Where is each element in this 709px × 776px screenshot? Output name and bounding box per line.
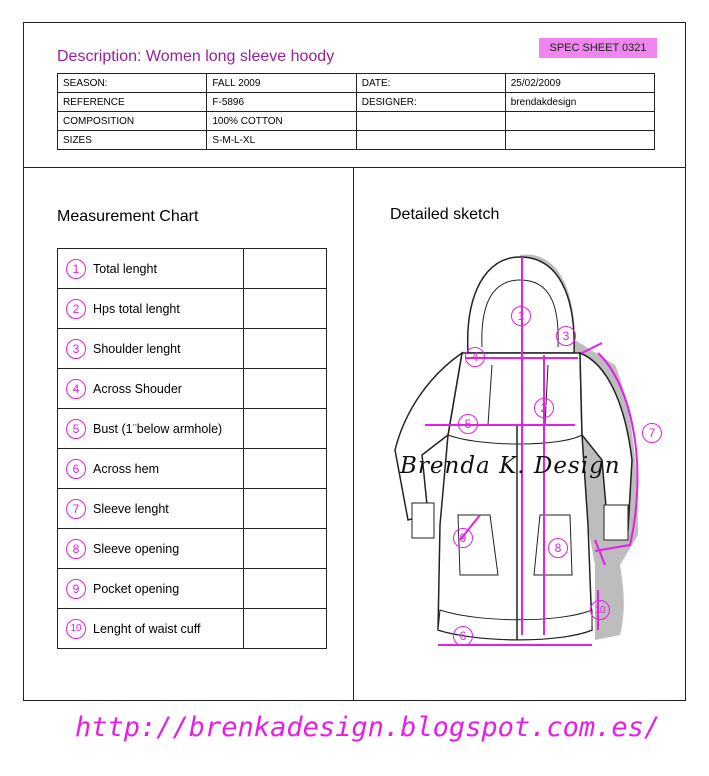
info-row (58, 74, 655, 93)
measurement-label-cell (58, 489, 244, 529)
number-marker: 6 (66, 459, 86, 479)
measurement-row (58, 569, 327, 609)
measurement-label: Across hem (93, 461, 159, 476)
info-cell: SIZES (58, 131, 207, 150)
info-cell: F-5896 (207, 93, 356, 112)
measurement-table (57, 248, 327, 649)
info-cell: REFERENCE (58, 93, 207, 112)
info-cell (505, 112, 654, 131)
number-marker: 8 (66, 539, 86, 559)
info-cell: brendakdesign (505, 93, 654, 112)
measurement-row (58, 369, 327, 409)
measurement-row (58, 449, 327, 489)
number-marker: 4 (66, 379, 86, 399)
right-cuff (604, 505, 628, 540)
measurement-label: Sleeve opening (93, 541, 180, 556)
sketch-marker-6: 6 (453, 626, 473, 646)
number-marker: 9 (66, 579, 86, 599)
measurement-row (58, 329, 327, 369)
measurement-value-cell[interactable] (243, 329, 326, 369)
measurement-label: Shoulder lenght (93, 341, 181, 356)
info-cell: DATE: (356, 74, 505, 93)
measurement-label: Across Shouder (93, 381, 182, 396)
info-cell: 100% COTTON (207, 112, 356, 131)
number-marker: 10 (66, 619, 86, 639)
sketch-marker-4: 4 (465, 347, 485, 367)
measurement-label: Hps total lenght (93, 301, 180, 316)
info-cell: S-M-L-XL (207, 131, 356, 150)
info-cell (356, 112, 505, 131)
info-cell: COMPOSITION (58, 112, 207, 131)
info-row (58, 112, 655, 131)
info-cell: SEASON: (58, 74, 207, 93)
measurement-label-cell (58, 529, 244, 569)
sketch-marker-1: 1 (511, 306, 531, 326)
measurement-row (58, 529, 327, 569)
measurement-label-cell (58, 249, 244, 289)
measurement-label: Sleeve lenght (93, 501, 169, 516)
info-cell (356, 131, 505, 150)
measurement-label: Lenght of waist cuff (93, 621, 201, 636)
panel-divider (353, 167, 354, 701)
hoody-sketch (370, 235, 670, 665)
measurement-label: Pocket opening (93, 581, 180, 596)
measurement-label: Bust (1¨below armhole) (93, 421, 223, 436)
measurement-value-cell[interactable] (243, 529, 326, 569)
info-cell: DESIGNER: (356, 93, 505, 112)
measurement-value-cell[interactable] (243, 409, 326, 449)
measurement-value-cell[interactable] (243, 369, 326, 409)
sketch-marker-5: 5 (458, 414, 478, 434)
sketch-marker-7: 7 (642, 423, 662, 443)
measurement-row (58, 289, 327, 329)
measurement-row (58, 409, 327, 449)
info-table (57, 73, 655, 150)
measurement-label-cell (58, 609, 244, 649)
footer-url[interactable]: http://brenkadesign.blogspot.com.es/ (75, 712, 661, 743)
info-cell (505, 131, 654, 150)
measurement-value-cell[interactable] (243, 249, 326, 289)
info-cell: 25/02/2009 (505, 74, 654, 93)
measurement-label-cell (58, 409, 244, 449)
measurement-value-cell[interactable] (243, 289, 326, 329)
measurement-row (58, 249, 327, 289)
watermark: Brenda K. Design (400, 453, 621, 479)
spec-sheet-badge: SPEC SHEET 0321 (539, 38, 657, 58)
measurement-value-cell[interactable] (243, 609, 326, 649)
measurement-label-cell (58, 329, 244, 369)
measurement-label-cell (58, 449, 244, 489)
measurement-label-cell (58, 569, 244, 609)
info-cell: FALL 2009 (207, 74, 356, 93)
measurement-label-cell (58, 369, 244, 409)
number-marker: 2 (66, 299, 86, 319)
sketch-marker-8: 8 (548, 538, 568, 558)
body-outline (438, 353, 592, 640)
sketch-marker-3: 3 (556, 326, 576, 346)
number-marker: 1 (66, 259, 86, 279)
sketch-marker-10: 10 (590, 600, 610, 620)
measurement-row (58, 609, 327, 649)
sketch-marker-9: 9 (453, 528, 473, 548)
sketch-marker-2: 2 (534, 398, 554, 418)
measurement-label: Total lenght (93, 261, 157, 276)
number-marker: 5 (66, 419, 86, 439)
measurement-label-cell (58, 289, 244, 329)
left-cuff (412, 503, 434, 538)
number-marker: 7 (66, 499, 86, 519)
description-title: Description: Women long sleeve hoody (57, 48, 335, 65)
measurement-chart-title: Measurement Chart (57, 208, 199, 225)
info-row (58, 93, 655, 112)
info-row (58, 131, 655, 150)
detailed-sketch-title: Detailed sketch (390, 206, 500, 223)
measurement-row (58, 489, 327, 529)
measurement-value-cell[interactable] (243, 489, 326, 529)
number-marker: 3 (66, 339, 86, 359)
measurement-value-cell[interactable] (243, 569, 326, 609)
measurement-value-cell[interactable] (243, 449, 326, 489)
